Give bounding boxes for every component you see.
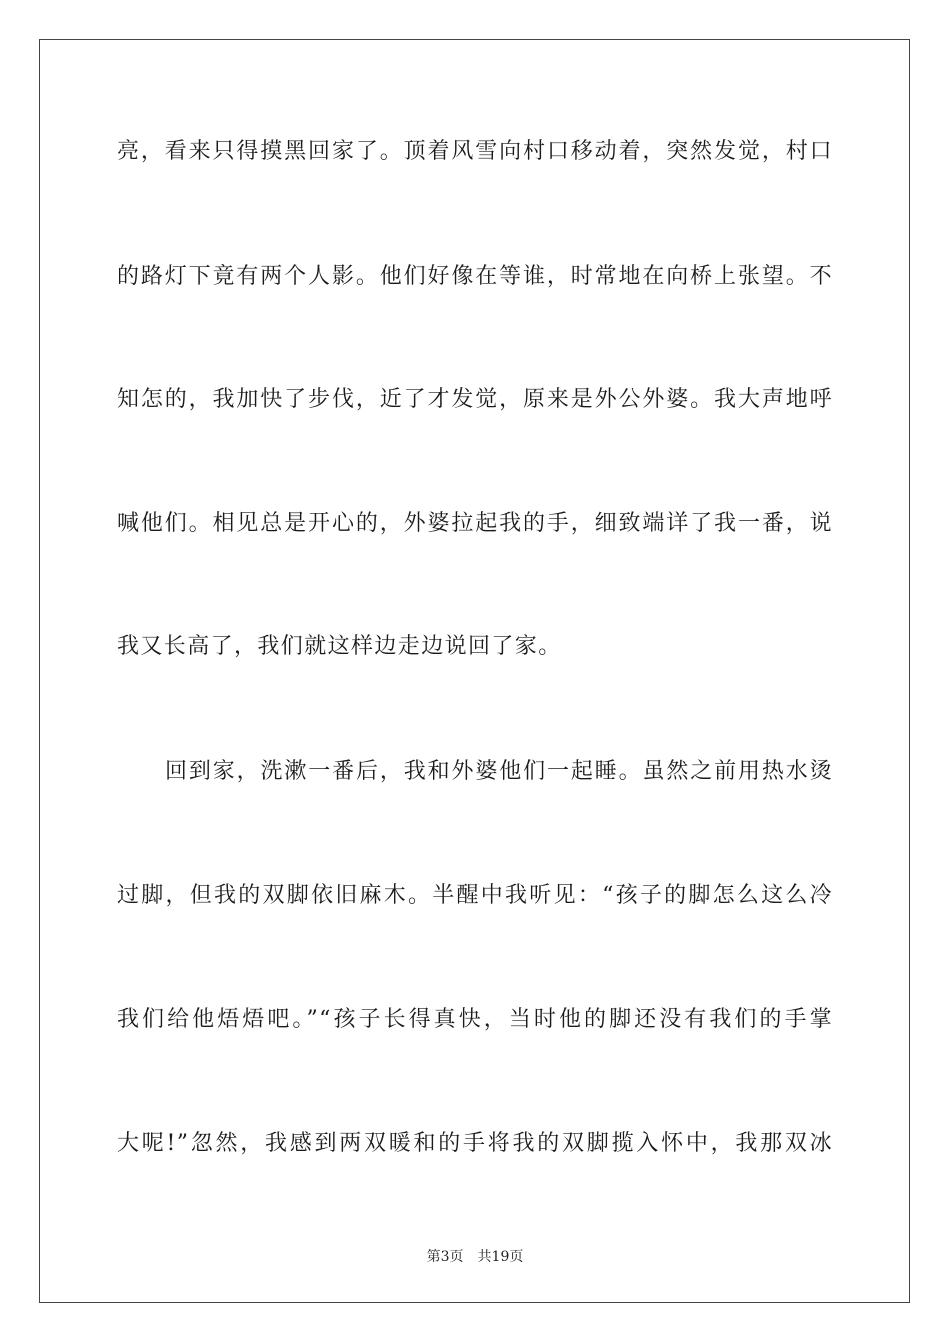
paragraph-line: 我又长高了，我们就这样边走边说回了家。 <box>117 634 562 659</box>
paragraph-line: 喊他们。相见总是开心的，外婆拉起我的手，细致端详了我一番，说 <box>117 511 833 536</box>
total-pages: 共19页 <box>477 1249 524 1265</box>
paragraph-line: 知怎的，我加快了步伐，近了才发觉，原来是外公外婆。我大声地呼 <box>117 387 833 412</box>
paragraph-first-line: 回到家，洗漱一番后，我和外婆他们一起睡。虽然之前用热水烫 <box>165 759 833 784</box>
paragraph-line: 亮，看来只得摸黑回家了。顶着风雪向村口移动着，突然发觉，村口 <box>117 139 833 164</box>
paragraph-line: 大呢!”忽然，我感到两双暖和的手将我的双脚揽入怀中，我那双冰 <box>117 1131 833 1156</box>
paragraph-line: 我们给他焐焐吧。”“孩子长得真快，当时他的脚还没有我们的手掌 <box>117 1007 833 1032</box>
paragraph-line: 的路灯下竟有两个人影。他们好像在等谁，时常地在向桥上张望。不 <box>117 264 833 289</box>
page-footer <box>0 1248 950 1266</box>
page-border <box>39 39 910 1303</box>
page-number: 第3页 <box>426 1249 464 1265</box>
paragraph-line: 过脚，但我的双脚依旧麻木。半醒中我听见：“孩子的脚怎么这么冷 <box>117 883 833 908</box>
